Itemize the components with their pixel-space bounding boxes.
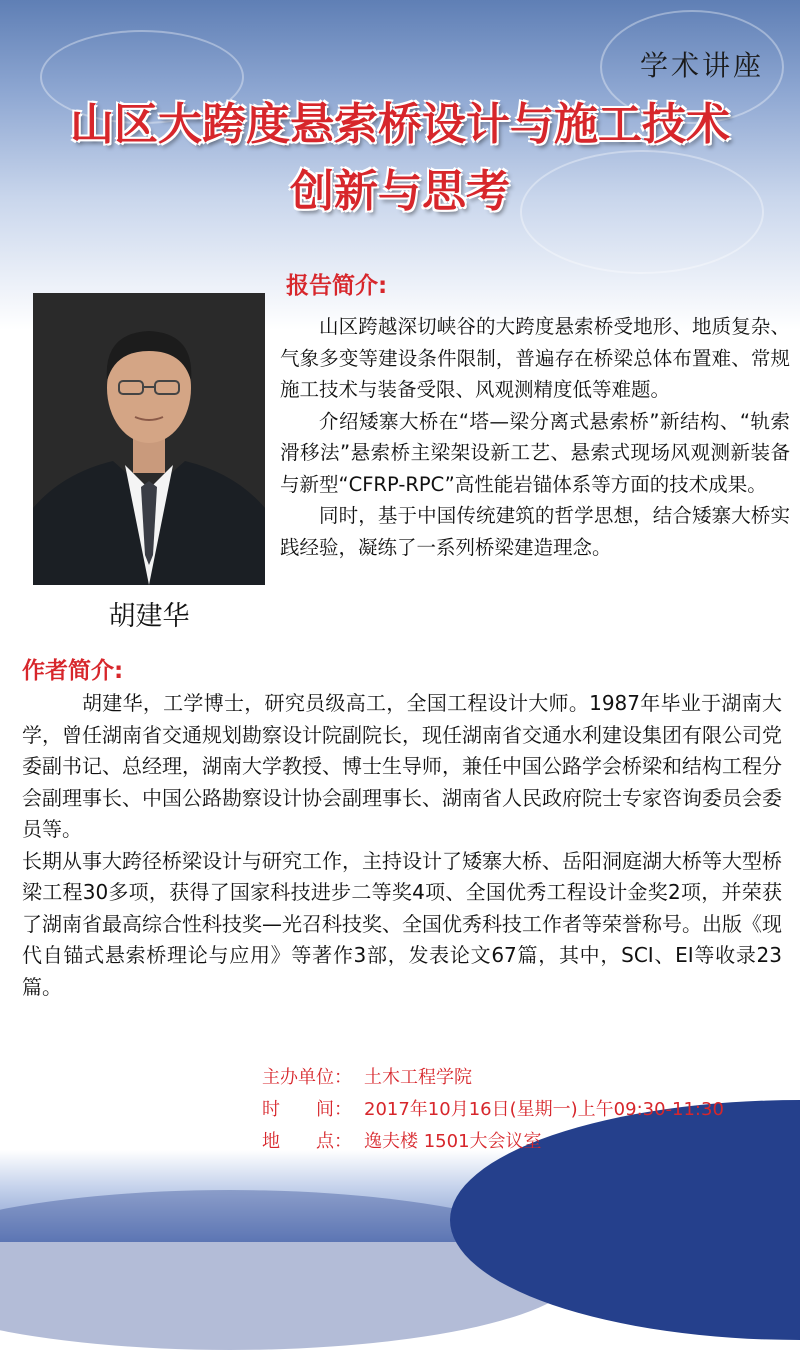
page-title-line-2: 创新与思考 — [290, 166, 510, 217]
time-row — [262, 1094, 724, 1126]
report-heading: 报告简介: — [286, 273, 388, 299]
speaker-photo — [33, 293, 265, 585]
host-value: 土木工程学院 — [364, 1067, 472, 1088]
footer-background — [0, 1150, 800, 1242]
report-paragraph: 山区跨越深切峡谷的大跨度悬索桥受地形、地质复杂、气象多变等建设条件限制，普遍存在桥梁总体布置难、常规施工技术与装备受限、风观测精度低等难题。 — [280, 315, 790, 401]
speaker-portrait-illustration — [33, 293, 265, 585]
report-body — [280, 311, 790, 563]
place-label: 地 点： — [262, 1131, 352, 1152]
speaker-name-caption: 胡建华 — [108, 601, 190, 632]
author-body — [22, 688, 782, 1003]
event-info — [262, 1062, 724, 1158]
report-paragraph: 同时，基于中国传统建筑的哲学思想，结合矮寨大桥实践经验，凝练了一系列桥梁建造理念。 — [280, 504, 790, 559]
time-label: 时 间： — [262, 1099, 352, 1120]
page-title-line-1: 山区大跨度悬索桥设计与施工技术 — [70, 99, 730, 150]
report-paragraph: 介绍矮寨大桥在“塔—梁分离式悬索桥”新结构、“轨索滑移法”悬索桥主梁架设新工艺、悬索式现场风观测新装备与新型“CFRP-RPC”高性能岩锚体系等方面的技术成果。 — [280, 409, 790, 496]
lecture-tag: 学术讲座 — [639, 49, 764, 82]
author-paragraph: 长期从事大跨径桥梁设计与研究工作，主持设计了矮寨大桥、岳阳洞庭湖大桥等大型桥梁工程30多项，获得了国家科技进步二等奖4项、全国优秀工程设计金奖2项，并荣获了湖南省最高综合性科技奖—光召科技奖、全国优秀科技工作者等荣誉称号。出版《现代自锚式悬索桥理论与应用》等著作3部，发表论文67篇，其中，SCI、EI等收录23篇。 — [22, 848, 782, 999]
host-label: 主办单位： — [262, 1067, 352, 1088]
place-row — [262, 1126, 724, 1158]
time-value: 2017年10月16日(星期一)上午09:30-11:30 — [364, 1099, 724, 1120]
author-heading: 作者简介: — [22, 658, 124, 684]
host-row — [262, 1062, 724, 1094]
author-paragraph: 胡建华，工学博士，研究员级高工，全国工程设计大师。1987年毕业于湖南大学，曾任湖南省交通规划勘察设计院副院长，现任湖南省交通水利建设集团有限公司党委副书记、总经理，湖南大学教授、博士生导师，兼任中国公路学会桥梁和结构工程分会副理事长、中国公路勘察设计协会副理事长、湖南省人民政府院士专家咨询委员会委员等。 — [22, 691, 782, 841]
place-value: 逸夫楼 1501大会议室 — [364, 1131, 542, 1152]
